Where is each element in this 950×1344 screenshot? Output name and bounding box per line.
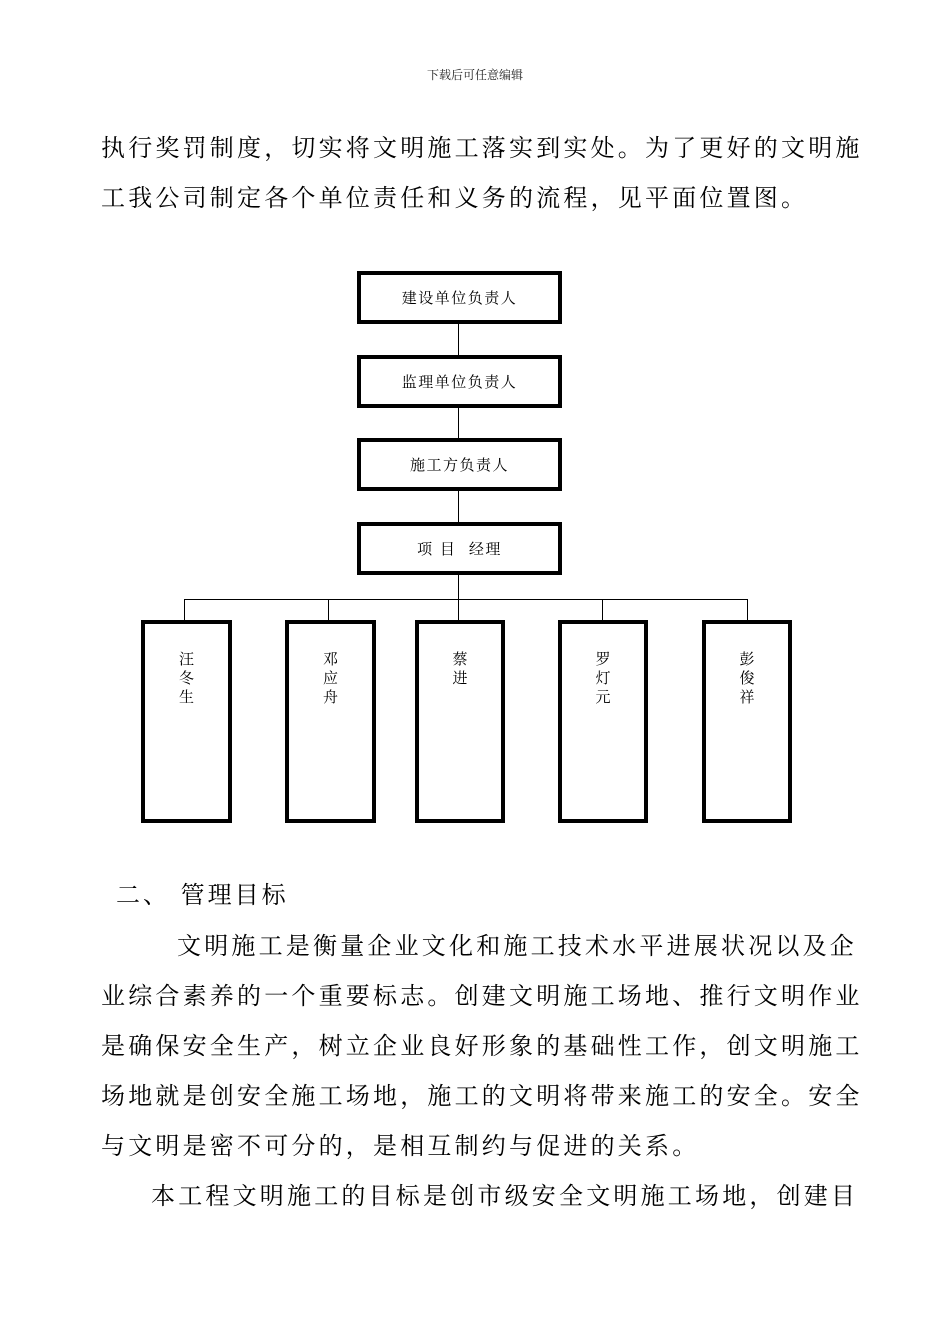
org-box-label: 建设单位负责人 (401, 289, 518, 307)
member-name: 邓应舟 (322, 650, 338, 706)
connector-line (328, 599, 329, 620)
connector-line (458, 324, 459, 355)
connector-line (747, 599, 748, 620)
branch-line (184, 599, 748, 600)
member-name: 罗灯元 (595, 650, 611, 706)
member-name: 汪冬生 (178, 650, 194, 706)
member-box (702, 620, 792, 823)
member-box (415, 620, 505, 823)
paragraph-line: 与文明是密不可分的，是相互制约与促进的关系。 (101, 1132, 700, 1160)
page-header: 下载后可任意编辑 (426, 68, 523, 82)
connector-line (458, 599, 459, 620)
paragraph-line: 业综合素养的一个重要标志。创建文明施工场地、推行文明作业 (101, 982, 863, 1010)
section-paragraph (101, 1171, 859, 1221)
org-box-label: 项 目 经理 (417, 540, 502, 558)
org-box-construction-owner (357, 271, 562, 324)
intro-line: 执行奖罚制度，切实将文明施工落实到实处。为了更好的文明施 (101, 134, 863, 162)
member-name: 彭俊祥 (739, 650, 755, 706)
member-box (285, 620, 376, 823)
member-box (141, 620, 232, 823)
member-name: 蔡进 (452, 650, 468, 687)
org-box-supervisor (357, 355, 562, 408)
connector-line (458, 575, 459, 599)
paragraph-line: 文明施工是衡量企业文化和施工技术水平进展状况以及企 (177, 932, 857, 960)
org-box-contractor (357, 438, 562, 491)
org-box-label: 监理单位负责人 (401, 373, 518, 391)
paragraph-line: 本工程文明施工的目标是创市级安全文明施工场地，创建目 (151, 1182, 859, 1210)
org-box-label: 施工方负责人 (409, 456, 509, 474)
connector-line (458, 491, 459, 522)
connector-line (602, 599, 603, 620)
org-box-project-manager (357, 522, 562, 575)
paragraph-line: 场地就是创安全施工场地，施工的文明将带来施工的安全。安全 (101, 1082, 863, 1110)
section-heading: 二、 管理目标 (116, 881, 289, 909)
intro-line: 工我公司制定各个单位责任和义务的流程，见平面位置图。 (101, 184, 809, 212)
member-box (558, 620, 648, 823)
intro-paragraph (101, 123, 863, 223)
paragraph-line: 是确保安全生产，树立企业良好形象的基础性工作，创文明施工 (101, 1032, 863, 1060)
connector-line (458, 408, 459, 438)
connector-line (184, 599, 185, 620)
section-paragraph (101, 921, 863, 1171)
